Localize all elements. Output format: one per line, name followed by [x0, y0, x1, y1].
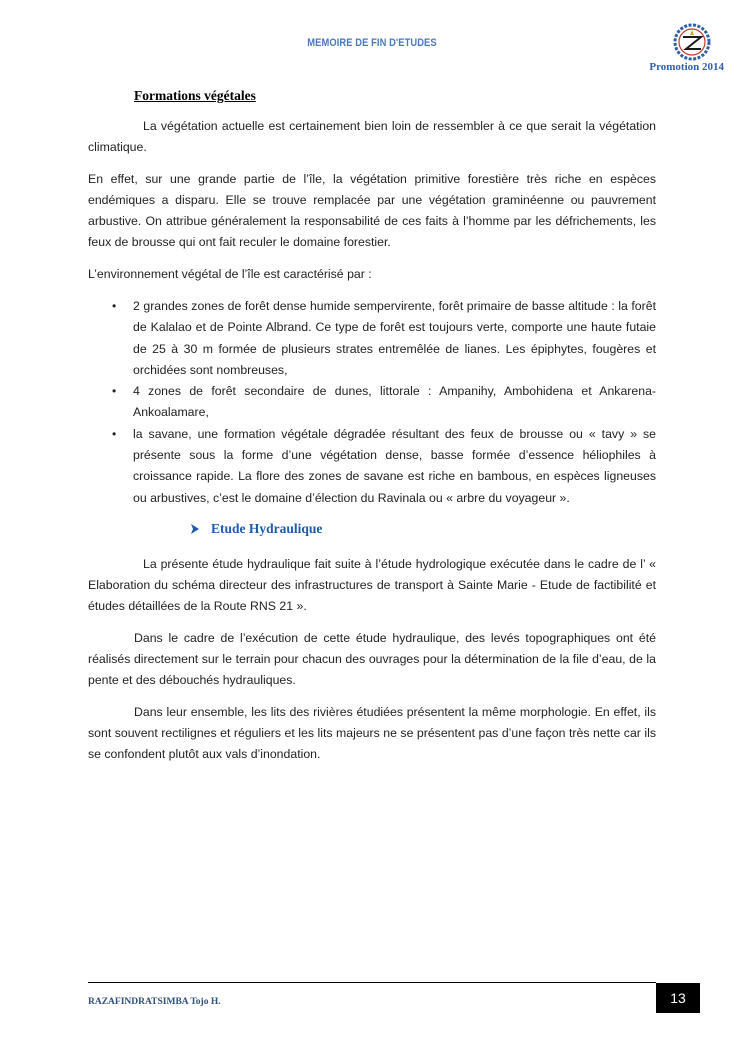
- footer-divider: [88, 982, 656, 983]
- section-heading: Formations végétales: [134, 88, 256, 103]
- paragraph: Dans le cadre de l’exécution de cette étude hydraulique, des levés topographiques ont été réalisés directement sur le terrain pour chacun des ouvrages pour la détermination de la file d’eau, de la pente et des débouchés hydrauliques.: [88, 630, 656, 687]
- arrow-bullet-icon: [190, 523, 200, 535]
- list-item: [88, 296, 656, 381]
- paragraph: En effet, sur une grande partie de l’île, la végétation primitive forestière très riche en espèces endémiques a disparu. Elle se trouve remplacée par une végétation graminéenne ou pauvrement arbustive. On attribue généralement la responsabilité de ces faits à l’homme par les défrichements, les feux de brousse qui ont fait reculer le domaine forestier.: [88, 172, 656, 249]
- promotion-label: Promotion 2014: [649, 61, 724, 73]
- page-number: 13: [656, 983, 700, 1013]
- school-emblem-icon: [672, 22, 712, 62]
- header-title: MEMOIRE DE FIN D'ETUDES: [307, 37, 437, 49]
- page-content: [88, 88, 656, 776]
- list-item-text: 2 grandes zones de forêt dense humide sempervirente, forêt primaire de basse altitude : la forêt de Kalalao et de Pointe Albrand. Ce type de forêt est toujours verte, comporte une haute futaie de 25 à 30 m formée de plusieurs strates entremêlée de lianes. Les épiphytes, fougères et orchidées sont nombreuses,: [133, 299, 656, 377]
- paragraph: La végétation actuelle est certainement bien loin de ressembler à ce que serait la végétation climatique.: [88, 119, 656, 154]
- subsection-heading: [190, 521, 656, 537]
- list-item: [88, 381, 656, 424]
- list-item-text: 4 zones de forêt secondaire de dunes, littorale : Ampanihy, Ambohidena et Ankarena-Ankoalamare,: [133, 384, 656, 420]
- bullet-list: [88, 296, 656, 509]
- list-item: [88, 424, 656, 509]
- bullet-icon: •: [112, 299, 117, 313]
- list-item-text: la savane, une formation végétale dégradée résultant des feux de brousse ou « tavy » se présente sous la forme d’une végétation dense, basse formée d’essence héliophiles à croissance rapide. La flore des zones de savane est riche en bambous, en espèces ligneuses ou arbustives, c’est le domaine d’élection du Ravinala ou « arbre du voyageur ».: [133, 426, 656, 505]
- paragraph: Dans leur ensemble, les lits des rivières étudiées présentent la même morphologie. En effet, ils sont souvent rectilignes et réguliers et les lits majeurs ne se présentent pas d’une façon très nette car ils se confondent plutôt aux vals d’inondation.: [88, 704, 656, 761]
- bullet-icon: •: [112, 384, 117, 399]
- bullet-icon: •: [112, 426, 117, 441]
- footer-author: RAZAFINDRATSIMBA Tojo H.: [88, 997, 221, 1007]
- paragraph: La présente étude hydraulique fait suite à l’étude hydrologique exécutée dans le cadre de l’ « Elaboration du schéma directeur des infrastructures de transport à Sainte Marie - Etude de factibilité et études détaillées de la Route RNS 21 ».: [88, 556, 656, 613]
- paragraph: L’environnement végétal de l’île est caractérisé par :: [88, 267, 372, 281]
- subsection-heading-text: Etude Hydraulique: [211, 520, 323, 536]
